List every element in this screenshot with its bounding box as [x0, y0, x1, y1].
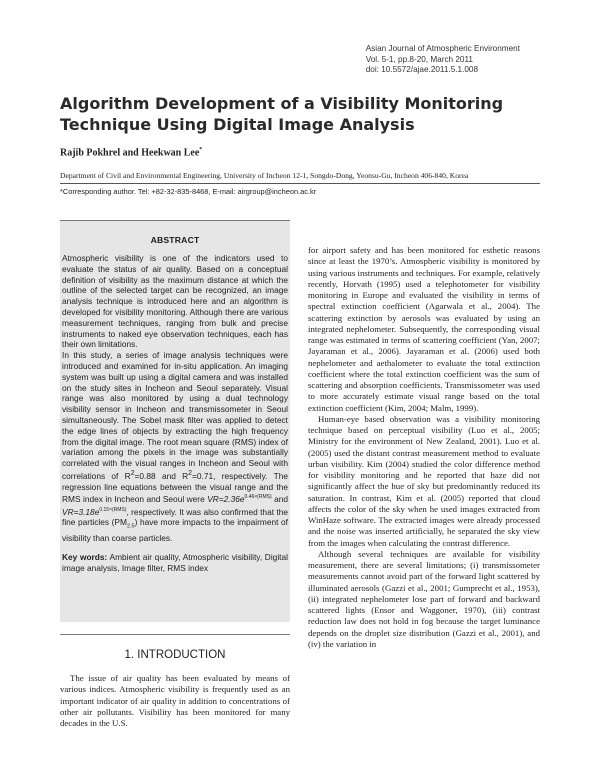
author-mark: * — [199, 147, 203, 153]
title-line-1: Algorithm Development of a Visibility Monitoring — [60, 94, 504, 113]
abstract-text: =0.88 and R — [134, 470, 189, 481]
r2-superscript: 2 — [130, 469, 135, 477]
keywords-list: Ambient air quality, Atmospheric visibility, Digital image analysis, Image filter, RMS index — [62, 551, 288, 573]
abstract-text: ) have more impacts to the impairment of visibility than coarse particles. — [62, 517, 288, 543]
equation-incheon: VR=2.36e — [207, 494, 245, 505]
journal-doi: doi: 10.5572/ajae.2011.5.1.008 — [365, 65, 479, 74]
journal-volume: Vol. 5-1, pp.8-20, March 2011 — [365, 54, 473, 64]
abstract-text: In this study, a series of image analysis techniques were introduced and examined for in-situ application. An imaging system was built up using a digital camera and was installed on the study sites in Incheon and Seoul separately. Visual range was also monitored by using a dual technology visibility sensor in Incheon and transmissometer in Seoul simultaneously. The Sobel mask filter was applied to detect the edge lines of objects by extracting the high frequency from the digital image. The root mean square (RMS) index of variation among the pixels in the image was substantially correlated with the visual ranges in Incheon and Seoul with correlations of R — [62, 350, 288, 481]
abstract-text: , respectively. It was also confirmed that the fine particles (PM — [62, 506, 288, 528]
right-paragraph-1: for airport safety and has been monitored for esthetic reasons since at least the 1970’s. Atmospheric visibility is monitored by using various instruments and techniques. For example, relatively recently, Horvath (1995) used a telephotometer for visibility monitoring in Europe and evaluated the visibility in terms of spectral extinction coefficient (Agarwala et al., 2004). The scattering extinction by aerosols was evaluated by using an integrated nephelometer. Subsequently, the corresponding visual range was estimated in terms of scattering coefficient (Yan, 2007; Jayaraman et al., 2006). Jayaraman et al. (2006) used both nephelometer and aethalometer to evaluate the total extinction coefficient where the total extinction coefficient was the sum of scattering and absorption coefficients. Transmissometer was used to more accurately estimate visual range based on the total extinction coefficient (Kim, 2004; Malm, 1999). — [308, 245, 540, 413]
keywords — [62, 552, 288, 574]
right-column — [308, 245, 540, 650]
left-column — [60, 220, 290, 729]
abstract-text: and — [271, 494, 288, 505]
abstract-box — [60, 220, 290, 622]
author-list — [60, 147, 202, 158]
affiliation-rule — [60, 183, 540, 184]
introduction-paragraph-1: The issue of air quality has been evaluated by means of various indices. Atmospheric visibility is frequently used as an important indicator of air quality in addition to concentrations of other air pollutants. Visibility has been monitored for many decades in the U.S. — [60, 673, 290, 729]
introduction-heading: 1. INTRODUCTION — [60, 634, 290, 661]
journal-info — [366, 44, 520, 76]
journal-name: Asian Journal of Atmospheric Environment — [365, 44, 520, 53]
abstract-paragraph-1: Atmospheric visibility is one of the indicators used to evaluate the status of air quality. Based on a conceptual definition of visibility as the maximum distance at which the outline of the selected target can be recognized, an image analysis technique is introduced here and an algorithm is developed for visibility monitoring. Although there are various measurement techniques, ranging from bulk and precise instruments to naked eye observation techniques, each has their own limitations. — [62, 253, 288, 350]
abstract-body — [60, 253, 290, 573]
keywords-label: Key words: — [62, 551, 108, 562]
pm-subscript: 2.5 — [126, 524, 135, 531]
paper-title — [60, 93, 520, 135]
right-paragraph-2: Human-eye based observation was a visibility monitoring technique based on perceptual visibility (Luo et al., 2005; Ministry for the environment of New Zealand, 2001). Luo et al. (2005) used the distant contrast measurement method to evaluate urban visibility. Kim (2004) studied the color difference method for visibility monitoring and he reported that haze did not significantly affect the hue of sky but predominantly reduced its saturation. In contrast, Kim et al. (2005) reported that cloud affects the color of the sky when he used images extracted from WinHaze software. The extracted images were already processed and the noise was inserted artificially, he separated the sky view from the images when calculating the contrast difference. — [308, 413, 540, 548]
right-paragraph-3: Although several techniques are available for visibility measurement, there are several limitations; (i) transmissometer measurements cannot avoid part of the forward light scattered by illuminated aerosols (Gazzi et al., 2001; Gumprecht et al., 1953), (ii) integrated nephelometer lose part of forward and backward scattered lights (Ensor and Waggoner, 1970), (iii) contrast reduction law does not hold in fog because the target luminance depends on the droplet size distribution (Gazzi et al., 2001), and (iv) the variation in — [308, 548, 540, 649]
introduction-text — [60, 673, 290, 729]
title-line-2: Technique Using Digital Image Analysis — [60, 115, 415, 134]
abstract-paragraph-2 — [62, 350, 288, 544]
corresponding-author: *Corresponding author. Tel: +82-32-835-8468, E-mail: airgroup@incheon.ac.kr — [60, 187, 317, 196]
equation-seoul: VR=3.18e — [62, 506, 100, 517]
equation-exponent: 0.46×(RMS) — [244, 494, 272, 501]
affiliation: Department of Civil and Environmental Engineering, University of Incheon 12-1, Songdo-Dong, Yeonsu-Gu, Incheon 406-840, Korea — [60, 171, 469, 180]
authors-text: Rajib Pokhrel and Heekwan Lee — [60, 147, 200, 159]
abstract-heading: ABSTRACT — [150, 235, 200, 245]
abstract-text: =0.71, respectively. The regression line equations between the visual range and the RMS index in Incheon and Seoul were — [62, 470, 289, 505]
equation-exponent: 0.15×(RMS) — [99, 506, 127, 513]
r2-superscript: 2 — [188, 469, 193, 477]
